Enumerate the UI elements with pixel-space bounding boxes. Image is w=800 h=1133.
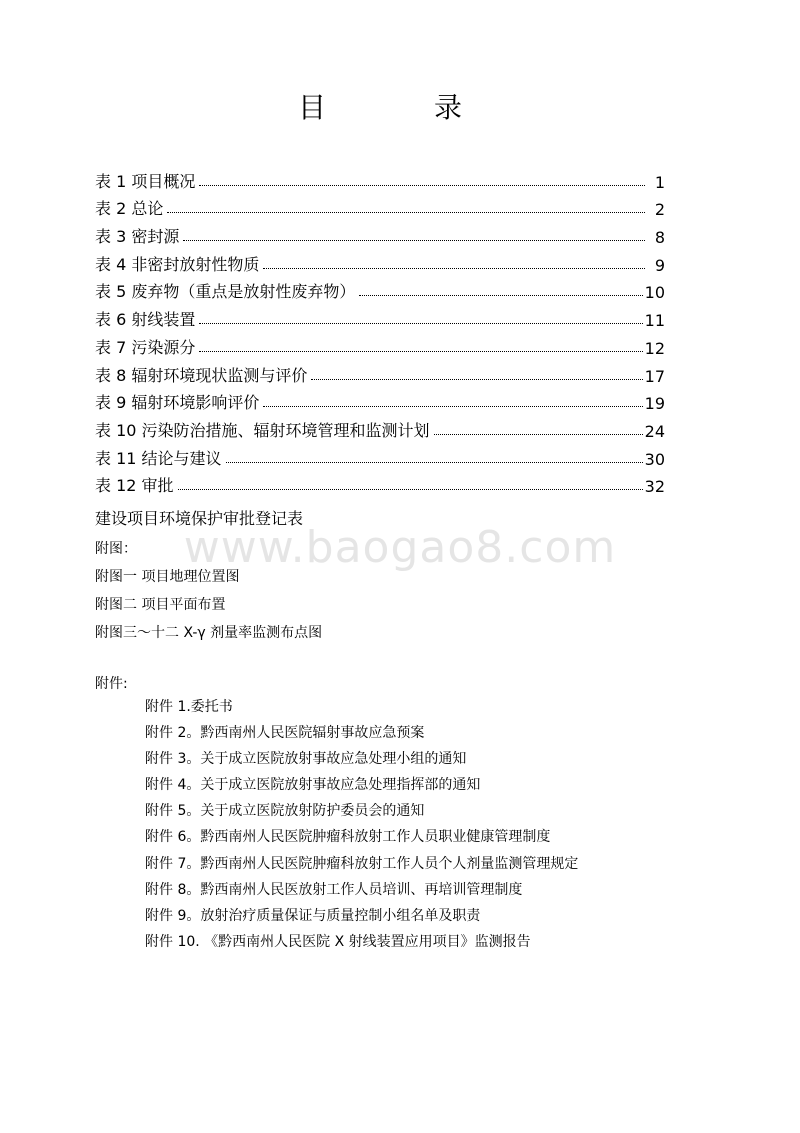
page-title: 目 录 [297, 91, 502, 124]
annex-item: 附件 9。放射治疗质量保证与质量控制小组名单及职责 [145, 907, 481, 924]
toc-label: 表 11 结论与建议 [95, 448, 222, 468]
toc-leader [226, 461, 643, 463]
toc-leader [311, 378, 642, 380]
toc-leader [167, 211, 645, 213]
annex-item: 附件 10. 《黔西南州人民医院 X 射线装置应用项目》监测报告 [145, 933, 531, 950]
toc-page: 17 [644, 366, 665, 386]
toc-label: 表 3 密封源 [95, 227, 180, 247]
toc-label: 表 8 辐射环境现状监测与评价 [95, 365, 308, 385]
figure-item: 附图三～十二 X-γ 剂量率监测布点图 [95, 625, 323, 641]
toc-label: 表 1 项目概况 [95, 171, 196, 191]
toc-page: 19 [644, 394, 665, 414]
toc-leader [199, 322, 642, 324]
toc-page: 12 [644, 338, 665, 358]
toc-page: 10 [644, 283, 665, 303]
toc-row [95, 330, 665, 358]
toc-leader [359, 294, 642, 296]
annex-item: 附件 4。关于成立医院放射事故应急处理指挥部的通知 [145, 777, 481, 794]
toc-label: 表 4 非密封放射性物质 [95, 254, 260, 274]
toc-label: 表 5 废弃物（重点是放射性废弃物） [95, 282, 356, 302]
toc-leader [183, 239, 645, 241]
annex-heading: 附件: [95, 676, 128, 692]
toc-leader [178, 488, 643, 490]
toc-row [95, 219, 665, 247]
toc-leader [263, 267, 645, 269]
toc-label: 表 9 辐射环境影响评价 [95, 393, 260, 413]
toc-row [95, 469, 665, 497]
annex-item: 附件 1.委托书 [145, 699, 233, 715]
figure-item: 附图一 项目地理位置图 [95, 569, 240, 585]
toc-page: 24 [644, 421, 665, 441]
toc-row [95, 441, 665, 469]
annex-list [145, 696, 578, 957]
watermark: www.baogao8.com [183, 522, 617, 573]
annex-item: 附件 6。黔西南州人民医院肿瘤科放射工作人员职业健康管理制度 [145, 829, 551, 846]
toc-row [95, 302, 665, 330]
toc-leader [199, 350, 642, 352]
figure-item: 附图二 项目平面布置 [95, 597, 226, 613]
toc-label: 表 6 射线装置 [95, 310, 196, 330]
annex-item: 附件 7。黔西南州人民医院肿瘤科放射工作人员个人剂量监测管理规定 [145, 855, 579, 872]
toc-label: 表 10 污染防治措施、辐射环境管理和监测计划 [95, 420, 430, 440]
toc-row [95, 275, 665, 303]
toc-row [95, 386, 665, 414]
toc-leader [199, 184, 645, 186]
toc-row [95, 413, 665, 441]
toc-label: 表 12 审批 [95, 476, 174, 496]
annex-item: 附件 5。关于成立医院放射防护委员会的通知 [145, 803, 425, 820]
toc-row [95, 358, 665, 386]
toc-leader [263, 405, 642, 407]
toc-row [95, 192, 665, 220]
toc-page: 8 [654, 228, 665, 248]
toc-page: 2 [654, 200, 665, 220]
toc-page: 32 [644, 477, 665, 497]
table-of-contents [95, 164, 665, 496]
toc-page: 9 [654, 255, 665, 275]
toc-label: 表 2 总论 [95, 199, 164, 219]
toc-label: 表 7 污染源分 [95, 337, 196, 357]
toc-page: 30 [644, 449, 665, 469]
toc-row [95, 247, 665, 275]
annex-item: 附件 3。关于成立医院放射事故应急处理小组的通知 [145, 751, 467, 768]
registration-form-entry: 建设项目环境保护审批登记表 [95, 509, 304, 528]
toc-page: 11 [644, 311, 665, 331]
toc-leader [434, 433, 643, 435]
toc-page: 1 [654, 172, 665, 192]
annex-item: 附件 8。黔西南州人民医放射工作人员培训、再培训管理制度 [145, 881, 523, 898]
annex-item: 附件 2。黔西南州人民医院辐射事故应急预案 [145, 725, 425, 742]
figures-heading: 附图： [95, 541, 137, 557]
toc-row [95, 164, 665, 192]
